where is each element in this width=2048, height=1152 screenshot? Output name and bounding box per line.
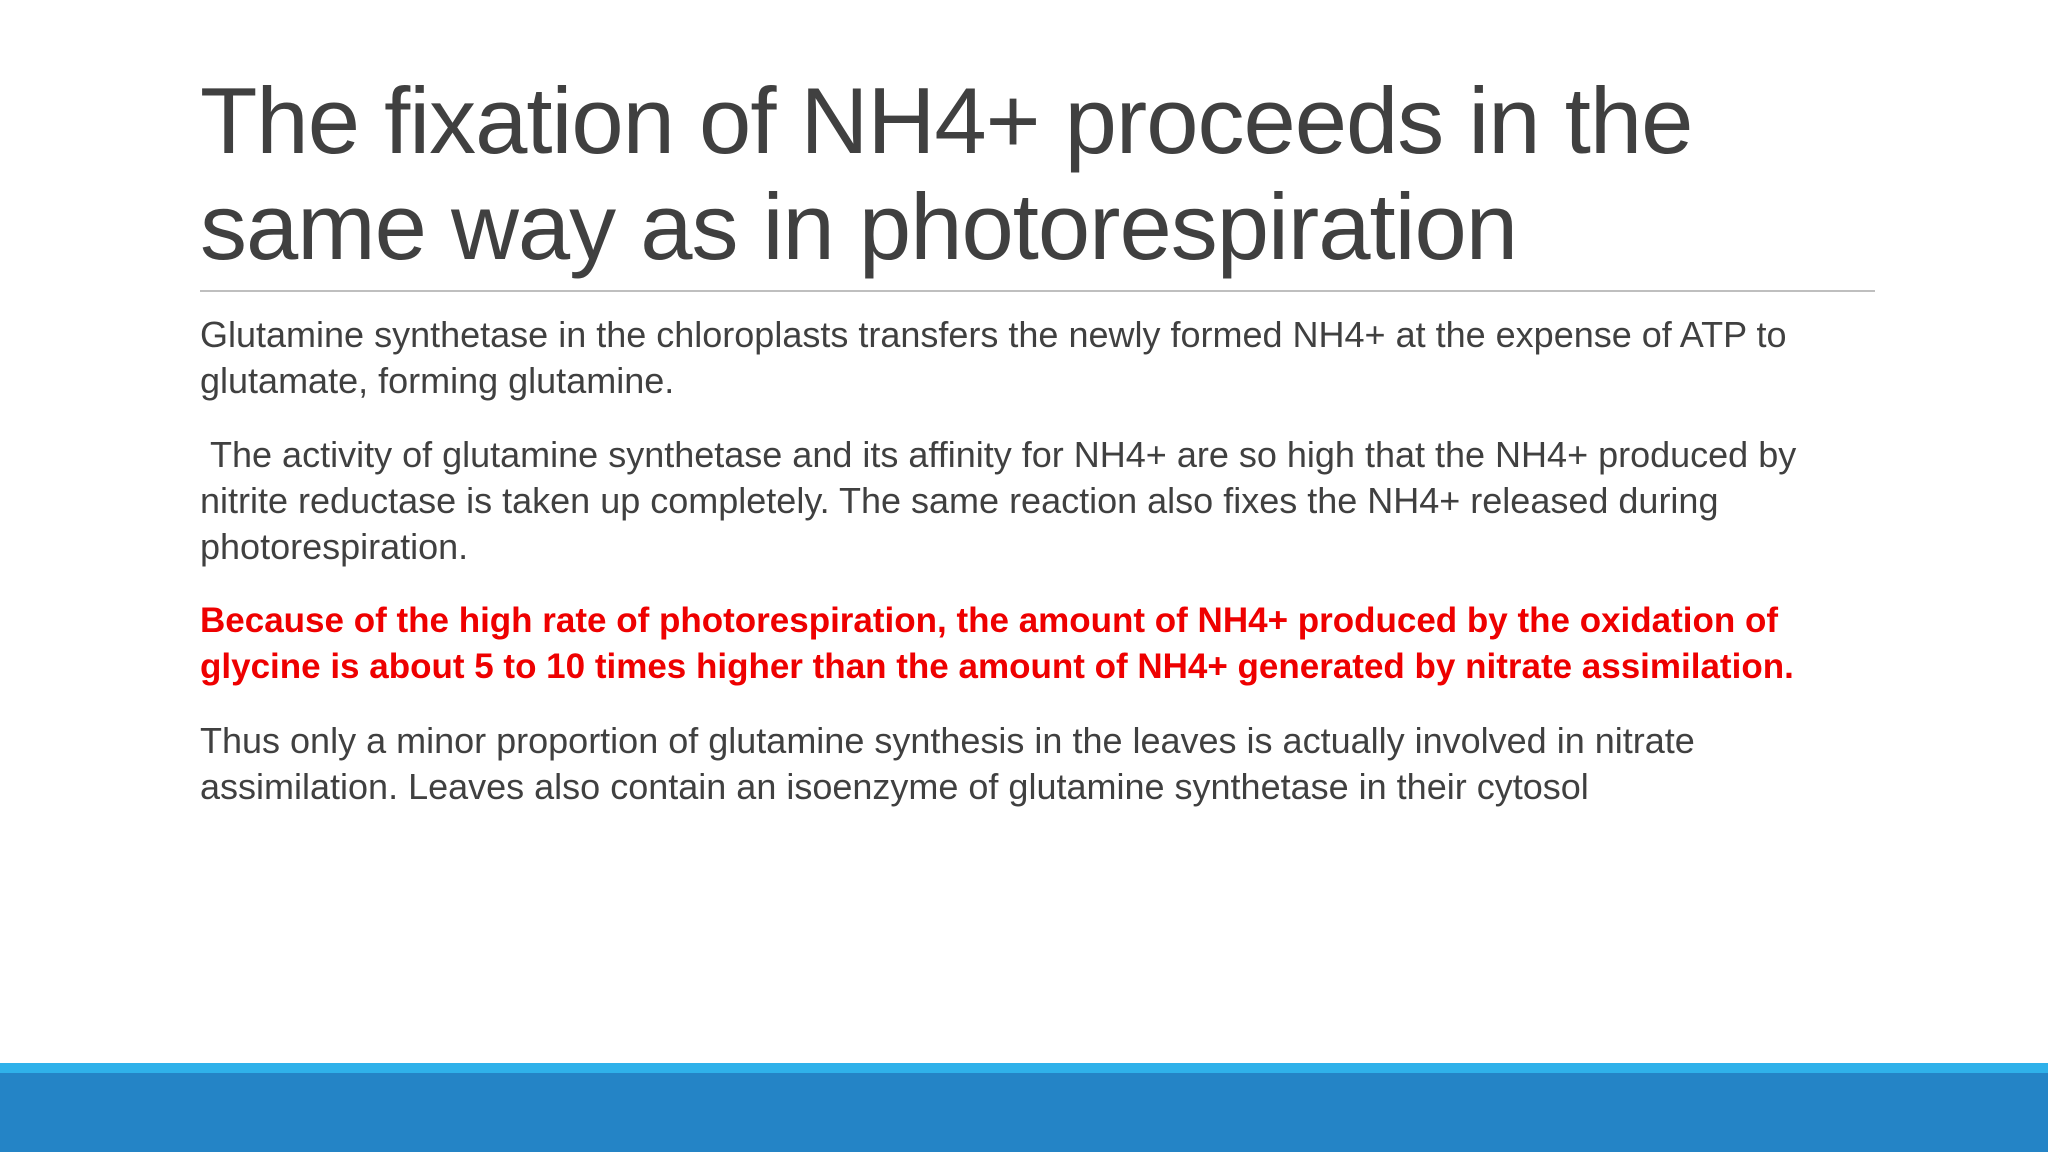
body-paragraph-activity: The activity of glutamine synthetase and its affinity for NH4+ are so high that the NH4+ produced by nitrite reductase is taken up completely. The same reaction also fixes the NH4+ released during photorespiration.	[200, 434, 1807, 567]
slide-body	[200, 312, 1860, 838]
body-paragraph-emphasis: Because of the high rate of photorespiration, the amount of NH4+ produced by the oxidation of glycine is about 5 to 10 times higher than the amount of NH4+ generated by nitrate assimilation.	[200, 601, 1794, 686]
body-paragraph-glutamine-synthetase: Glutamine synthetase in the chloroplasts transfers the newly formed NH4+ at the expense of ATP to glutamate, forming glutamine.	[200, 314, 1787, 401]
footer-band	[0, 1073, 2048, 1152]
footer-accent-line	[0, 1063, 2048, 1073]
slide-title: The fixation of NH4+ proceeds in the same way as in photorespiration	[200, 68, 1693, 279]
title-divider	[200, 290, 1875, 292]
body-paragraph-minor-proportion: Thus only a minor proportion of glutamine synthesis in the leaves is actually involved in nitrate assimilation. Leaves also contain an isoenzyme of glutamine synthetase in their cytosol	[200, 720, 1695, 807]
